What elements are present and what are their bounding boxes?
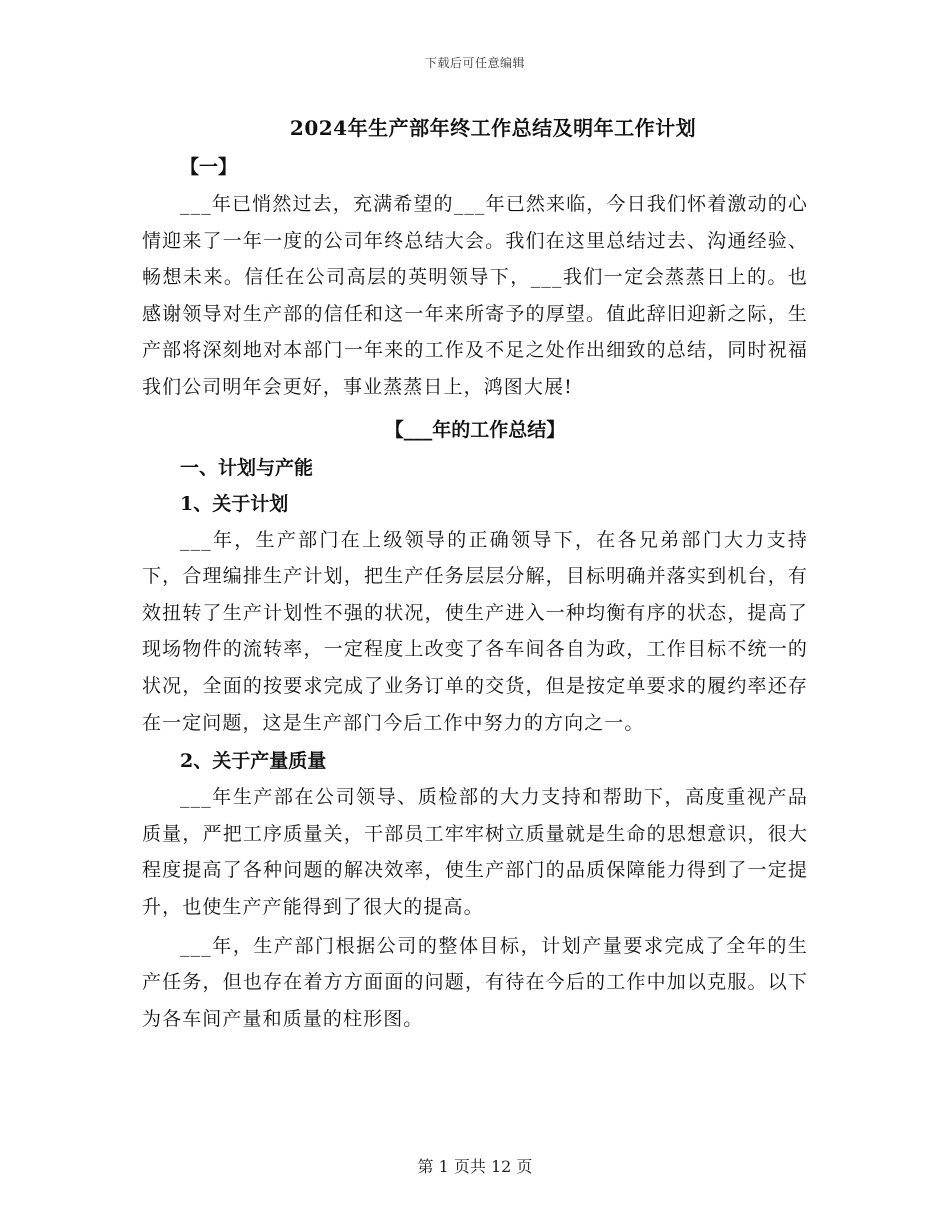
quality-paragraph-2: ___年，生产部门根据公司的整体目标，计划产量要求完成了全年的生产任务，但也存在着方方面面的问题，有待在今后的工作中加以克服。以下为各车间产量和质量的柱形图。 (142, 934, 808, 1030)
section-mark: 【一】 (180, 156, 238, 178)
document-body (142, 112, 808, 1039)
summary-title: 【___年的工作总结】 (384, 418, 566, 441)
heading-output-quality: 2、关于产量质量 (180, 750, 327, 773)
page-number-footer: 第 1 页共 12 页 (417, 1157, 533, 1176)
heading-plan-capacity: 一、计划与产能 (180, 456, 314, 479)
intro-paragraph: ___年已悄然过去，充满希望的___年已然来临，今日我们怀着激动的心情迎来了一年一度的公司年终总结大会。我们在这里总结过去、沟通经验、畅想未来。信任在公司高层的英明领导下，___我们一定会蒸蒸日上的。也感谢领导对生产部的信任和这一年来所寄予的厚望。值此辞旧迎新之际，生产部将深刻地对本部门一年来的工作及不足之处作出细致的总结，同时祝福我们公司明年会更好，事业蒸蒸日上，鸿图大展! (142, 193, 808, 398)
heading-about-plan: 1、关于计划 (180, 492, 289, 515)
document-title: 2024年生产部年终工作总结及明年工作计划 (289, 116, 697, 140)
plan-paragraph: ___年，生产部门在上级领导的正确领导下，在各兄弟部门大力支持下，合理编排生产计划，把生产任务层层分解，目标明确并落实到机台，有效扭转了生产计划性不强的状况，使生产进入一种均衡有序的状态，提高了现场物件的流转率，一定程度上改变了各车间各自为政，工作目标不统一的状况，全面的按要求完成了业务订单的交货，但是按定单要求的履约率还存在一定问题，这是生产部门今后工作中努力的方向之一。 (142, 528, 808, 734)
header-note: 下载后可任意编辑 (424, 56, 525, 70)
quality-paragraph-1: ___年生产部在公司领导、质检部的大力支持和帮助下，高度重视产品质量，严把工序质量关，干部员工牢牢树立质量就是生命的思想意识，很大程度提高了各种问题的解决效率，使生产部门的品质保障能力得到了一定提升，也使生产产能得到了很大的提高。 (142, 786, 808, 918)
